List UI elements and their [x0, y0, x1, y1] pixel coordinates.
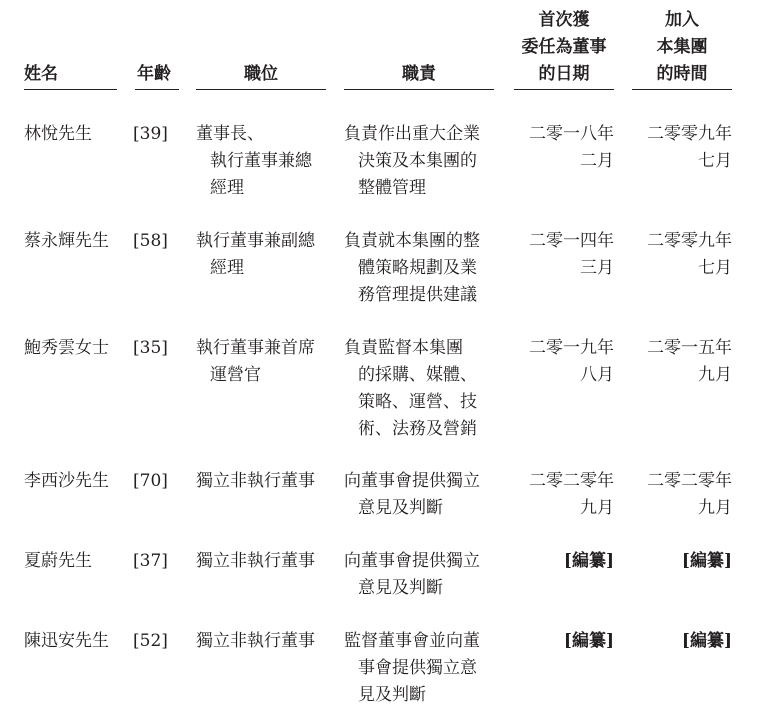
- date-line: 八月: [580, 365, 614, 385]
- joined-date: [632, 468, 732, 522]
- director-position: [196, 121, 336, 202]
- director-name: 林悅先生: [24, 124, 92, 144]
- header-position: 職位: [244, 64, 278, 84]
- header-first-appointed-line-1: 首次獲: [538, 10, 590, 30]
- date-line: 二零零九年: [647, 231, 732, 251]
- position-line: 獨立非執行董事: [196, 551, 315, 571]
- header-first-appointed-line-3: 的日期: [538, 64, 590, 84]
- date-line: 二零二零年: [647, 471, 732, 491]
- director-responsibility: [344, 335, 504, 443]
- director-age: [70]: [133, 471, 168, 491]
- date-line: 二零一九年: [529, 338, 614, 358]
- responsibility-line: 整體管理: [358, 178, 426, 198]
- joined-date: [632, 548, 732, 575]
- first-appointed-date: [514, 335, 614, 389]
- responsibility-line: 向董事會提供獨立: [344, 551, 480, 571]
- director-responsibility: [344, 468, 504, 522]
- date-line: 三月: [580, 258, 614, 278]
- director-age: [39]: [133, 124, 168, 144]
- responsibility-line: 向董事會提供獨立: [344, 471, 480, 491]
- director-name: 鮑秀雲女士: [24, 338, 109, 358]
- first-appointed-date: [514, 228, 614, 282]
- responsibility-line: 務管理提供建議: [358, 285, 477, 305]
- joined-date: [632, 628, 732, 655]
- first-appointed-date: [514, 628, 614, 655]
- date-line: 二零二零年: [529, 471, 614, 491]
- director-responsibility: [344, 548, 504, 602]
- joined-date: [632, 121, 732, 175]
- director-position: [196, 548, 336, 575]
- responsibility-line: 事會提供獨立意: [358, 658, 477, 678]
- director-position: [196, 335, 336, 389]
- joined-date: [632, 228, 732, 282]
- header-responsibility: 職責: [402, 64, 436, 84]
- responsibility-line: 術、法務及營銷: [358, 419, 477, 439]
- header-rule-age: [135, 89, 179, 90]
- position-line: 運營官: [210, 365, 261, 385]
- date-line: 二零一五年: [647, 338, 732, 358]
- director-name: 蔡永輝先生: [24, 231, 109, 251]
- joined-date: [632, 335, 732, 389]
- header-rule-position: [196, 89, 326, 90]
- responsibility-line: 決策及本集團的: [358, 151, 477, 171]
- position-line: 執行董事兼總: [210, 151, 312, 171]
- date-line: 二零零九年: [647, 124, 732, 144]
- director-name: 李西沙先生: [24, 471, 109, 491]
- first-appointed-date: [514, 121, 614, 175]
- date-line: 九月: [580, 498, 614, 518]
- header-rule-responsibility: [344, 89, 494, 90]
- responsibility-line: 的採購、媒體、: [358, 365, 477, 385]
- responsibility-line: 負責監督本集團: [344, 338, 463, 358]
- first-appointed-date: [514, 548, 614, 575]
- position-line: 董事長、: [196, 124, 264, 144]
- header-first-appointed-line-2: 委任為董事: [521, 37, 607, 57]
- director-position: [196, 628, 336, 655]
- date-line: [編纂]: [563, 551, 614, 571]
- header-rule-joined: [632, 89, 732, 90]
- position-line: 經理: [210, 178, 244, 198]
- date-line: 七月: [698, 151, 732, 171]
- responsibility-line: 監督董事會並向董: [344, 631, 480, 651]
- position-line: 執行董事兼副總: [196, 231, 315, 251]
- date-line: [編纂]: [563, 631, 614, 651]
- position-line: 執行董事兼首席: [196, 338, 315, 358]
- date-line: 七月: [698, 258, 732, 278]
- date-line: 二月: [580, 151, 614, 171]
- header-age: 年齡: [137, 64, 171, 84]
- header-joined-line-1: 加入: [665, 10, 699, 30]
- date-line: 二零一八年: [529, 124, 614, 144]
- director-age: [35]: [133, 338, 168, 358]
- date-line: 九月: [698, 498, 732, 518]
- first-appointed-date: [514, 468, 614, 522]
- responsibility-line: 策略、運營、技: [358, 392, 477, 412]
- position-line: 經理: [210, 258, 244, 278]
- director-age: [37]: [133, 551, 168, 571]
- director-responsibility: [344, 121, 504, 202]
- header-joined-line-3: 的時間: [656, 64, 708, 84]
- responsibility-line: 體策略規劃及業: [358, 258, 477, 278]
- director-responsibility: [344, 228, 504, 309]
- header-joined-line-2: 本集團: [656, 37, 708, 57]
- header-first-appointed: [514, 7, 614, 88]
- date-line: 九月: [698, 365, 732, 385]
- header-name: 姓名: [24, 64, 58, 84]
- director-age: [52]: [133, 631, 168, 651]
- position-line: 獨立非執行董事: [196, 471, 315, 491]
- responsibility-line: 負責作出重大企業: [344, 124, 480, 144]
- responsibility-line: 意見及判斷: [358, 498, 443, 518]
- date-line: [編纂]: [681, 631, 732, 651]
- header-rule-name: [24, 89, 117, 90]
- director-responsibility: [344, 628, 504, 709]
- director-position: [196, 228, 336, 282]
- director-age: [58]: [133, 231, 168, 251]
- header-joined: [632, 7, 732, 88]
- date-line: [編纂]: [681, 551, 732, 571]
- date-line: 二零一四年: [529, 231, 614, 251]
- responsibility-line: 意見及判斷: [358, 578, 443, 598]
- responsibility-line: 見及判斷: [358, 685, 426, 705]
- position-line: 獨立非執行董事: [196, 631, 315, 651]
- director-position: [196, 468, 336, 495]
- director-name: 陳迅安先生: [24, 631, 109, 651]
- responsibility-line: 負責就本集團的整: [344, 231, 480, 251]
- director-name: 夏蔚先生: [24, 551, 92, 571]
- header-rule-first-appointed: [514, 89, 614, 90]
